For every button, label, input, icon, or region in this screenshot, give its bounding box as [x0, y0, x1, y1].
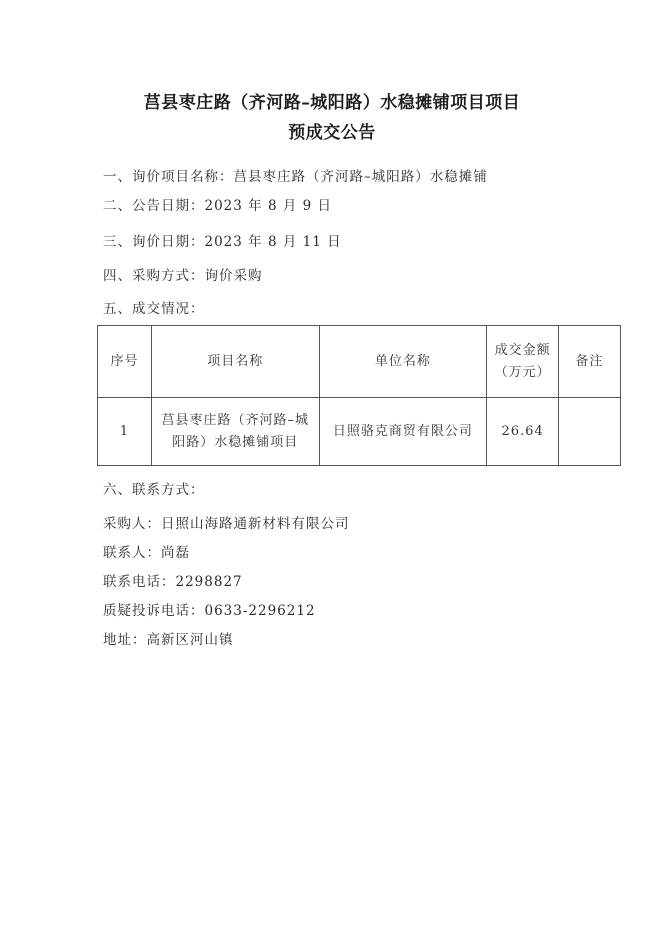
header-remark: 备注	[559, 326, 621, 398]
header-no: 序号	[98, 326, 152, 398]
header-unit-name: 单位名称	[319, 326, 487, 398]
method-label: 四、采购方式：	[103, 268, 205, 284]
buyer-label: 采购人：	[103, 516, 161, 532]
contact-person-line	[103, 541, 190, 561]
cell-project-name	[151, 398, 319, 466]
buyer-line	[103, 512, 350, 532]
contact-person-label: 联系人：	[103, 545, 161, 561]
phone-line	[103, 570, 243, 590]
header-amount	[487, 326, 559, 398]
phone-value: 2298827	[175, 574, 243, 590]
complaint-phone-label: 质疑投诉电话：	[103, 603, 205, 619]
announcement-title-line1: 莒县枣庄路（齐河路–城阳路）水稳摊铺项目项目	[143, 93, 521, 113]
complaint-phone-line	[103, 599, 316, 619]
cell-no: 1	[98, 398, 152, 466]
announcement-title-line2: 预成交公告	[288, 123, 376, 143]
phone-label: 联系电话：	[103, 574, 176, 590]
cell-remark	[559, 398, 621, 466]
announce-date-line	[103, 194, 332, 214]
inquiry-date-value: 2023 年 8 月 11 日	[204, 234, 342, 250]
cell-project-name-line2: 阳路）水稳摊铺项目	[172, 434, 299, 450]
header-amount-line1: 成交金额	[494, 342, 551, 358]
announce-date-value: 2023 年 8 月 9 日	[204, 198, 332, 214]
contact-person-value: 尚磊	[161, 545, 190, 561]
buyer-value: 日照山海路通新材料有限公司	[161, 516, 350, 532]
address-line	[103, 628, 234, 648]
header-project-name: 项目名称	[151, 326, 319, 398]
cell-project-name-line1: 莒县枣庄路（齐河路–城	[161, 412, 309, 428]
address-label: 地址：	[103, 632, 147, 648]
inquiry-date-line	[103, 230, 342, 250]
method-value: 询价采购	[204, 268, 263, 284]
project-name-value: 莒县枣庄路（齐河路–城阳路）水稳摊铺	[233, 169, 488, 185]
table-row	[98, 398, 621, 466]
announce-date-label: 二、公告日期：	[103, 198, 205, 214]
address-value: 高新区河山镇	[146, 632, 234, 648]
inquiry-date-label: 三、询价日期：	[103, 234, 205, 250]
cell-unit-name: 日照骆克商贸有限公司	[319, 398, 487, 466]
cell-amount: 26.64	[487, 398, 559, 466]
contact-heading: 六、联系方式：	[103, 482, 205, 498]
table-header-row	[98, 326, 621, 398]
project-name-line	[103, 165, 488, 185]
method-line	[103, 264, 263, 284]
complaint-phone-value: 0633-2296212	[204, 603, 316, 619]
project-name-label: 一、询价项目名称：	[103, 169, 234, 185]
results-table	[97, 325, 621, 466]
header-amount-line2: （万元）	[494, 364, 551, 380]
result-heading: 五、成交情况：	[103, 301, 205, 317]
